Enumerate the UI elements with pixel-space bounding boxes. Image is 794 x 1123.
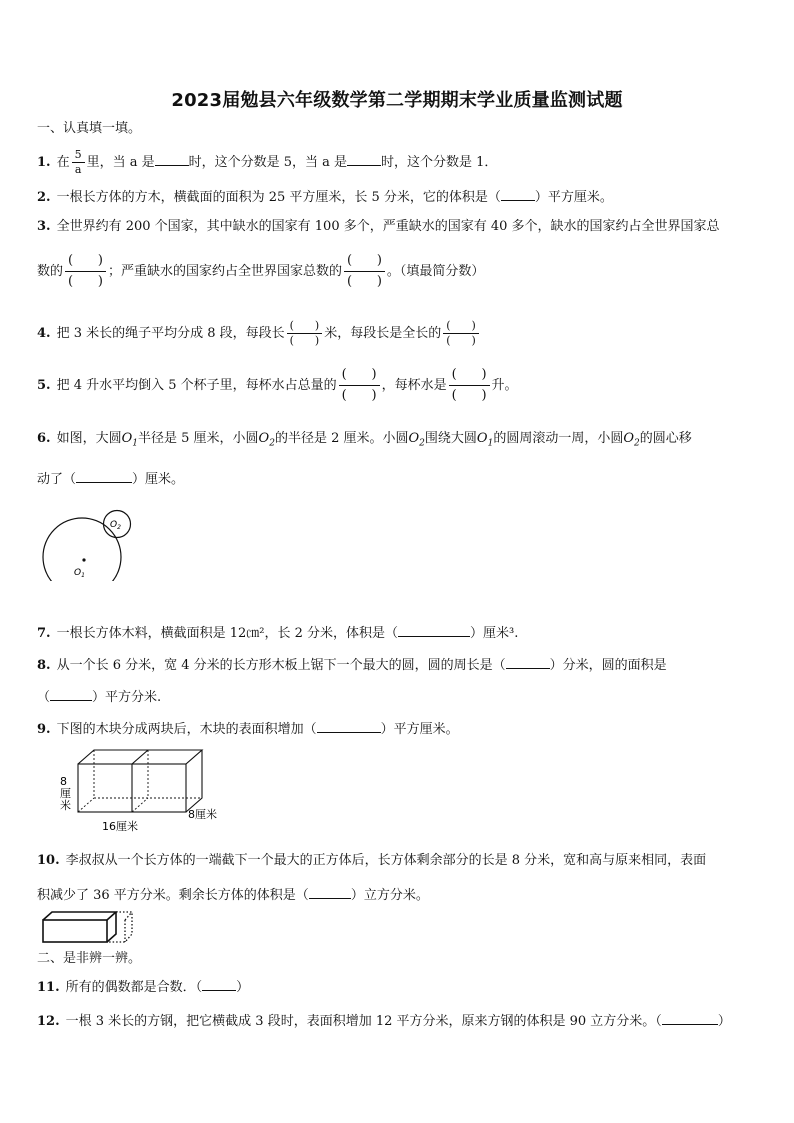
top-face (43, 912, 116, 920)
question-text: 把 3 米长的绳子平均分成 8 段，每段长 (56, 326, 285, 341)
denominator-blank: ( ) (289, 334, 320, 347)
numerator-blank: ( ) (289, 319, 320, 332)
numerator-blank: ( ) (341, 367, 377, 382)
question-text: ，每杯水是 (381, 378, 447, 393)
question-text: 半径是 5 厘米，小圆 (138, 431, 259, 446)
section-2-heading: 二、是非辨一辨。 (37, 951, 142, 966)
question-3-line-1 (37, 218, 757, 236)
question-10-line-2 (37, 884, 757, 905)
answer-fraction[interactable] (339, 365, 380, 406)
question-text: ）厘米³. (470, 626, 519, 641)
question-text: 动了（ (37, 472, 77, 487)
question-number: 9. (37, 722, 51, 737)
question-text: 时，这个分数是 1． (381, 155, 498, 170)
front-face (43, 920, 107, 942)
question-number: 6. (37, 431, 51, 446)
hidden-edge (78, 798, 94, 812)
small-circle-label: $O_2$ (110, 520, 121, 531)
height-label-1: 8 (60, 775, 67, 788)
question-text: 一根 3 米长的方钢，把它横截成 3 段时，表面积增加 12 平方分米，原来方钢的体积是 90 立方分米。（ (65, 1014, 662, 1029)
circles-figure (38, 505, 138, 581)
question-text: ）立方分米。 (350, 888, 429, 903)
question-5 (37, 364, 757, 408)
numerator: 5 (74, 148, 82, 161)
question-text: ）平方厘米。 (380, 722, 459, 737)
page-title: 2023届勉县六年级数学第二学期期末学业质量监测试题 (171, 90, 623, 111)
numerator-blank: ( ) (451, 367, 487, 382)
denominator-blank: ( ) (68, 274, 103, 289)
cut-cube-edge (125, 912, 132, 920)
question-1 (37, 148, 757, 177)
question-text: 围绕大圆 (424, 431, 477, 446)
question-3-line-2 (37, 250, 757, 294)
question-text: 李叔叔从一个长方体的一端截下一个最大的正方体后，长方体剩余部分的长是 8 分米，宽和高与原来相同，表面 (65, 853, 707, 868)
height-label-2: 厘 (60, 787, 71, 800)
hidden-edge (132, 798, 148, 812)
o2-label: $O_2$ (258, 431, 275, 449)
question-text: ）平方厘米。 (534, 190, 613, 205)
numerator-blank: ( ) (446, 319, 476, 332)
question-text: ）厘米。 (132, 472, 185, 487)
answer-fraction[interactable] (65, 251, 106, 292)
answer-fraction[interactable] (344, 251, 385, 292)
question-text: 的圆心移 (639, 431, 692, 446)
question-text: 从一个长 6 分米，宽 4 分米的长方形木板上锯下一个最大的圆，圆的周长是（ (56, 658, 506, 673)
question-number: 3. (37, 219, 51, 234)
question-10-line-1 (37, 852, 757, 870)
question-8-line-1 (37, 654, 757, 675)
answer-blank[interactable] (317, 718, 381, 733)
question-12 (37, 1010, 757, 1031)
question-text: 。（填最简分数） (386, 264, 485, 279)
answer-fraction[interactable] (287, 319, 323, 348)
question-text: 的半径是 2 厘米。小圆 (274, 431, 409, 446)
question-text: 全世界约有 200 个国家，其中缺水的国家有 100 多个，严重缺水的国家有 40 多个，缺水的国家约占全世界国家总 (56, 219, 720, 234)
question-number: 5. (37, 378, 51, 393)
answer-blank[interactable] (155, 151, 189, 166)
question-2 (37, 186, 757, 207)
big-circle-label: $O_1$ (74, 568, 85, 579)
question-text: 把 4 升水平均倒入 5 个杯子里，每杯水占总量的 (56, 378, 337, 393)
answer-blank[interactable] (347, 151, 381, 166)
o2-label: $O_2$ (623, 431, 640, 449)
question-text: 一根长方体的方木，横截面的面积为 25 平方厘米，长 5 分米，它的体积是（ (56, 190, 501, 205)
question-number: 1. (37, 155, 51, 170)
numerator-blank: ( ) (346, 253, 382, 268)
answer-blank[interactable] (398, 622, 470, 637)
answer-blank[interactable] (76, 468, 132, 483)
fraction-5-over-a (72, 148, 85, 177)
question-11 (37, 976, 757, 997)
question-text: 升。 (491, 378, 518, 393)
answer-blank[interactable] (662, 1010, 718, 1025)
question-text: 的圆周滚动一周，小圆 (493, 431, 624, 446)
denominator-blank: ( ) (346, 274, 382, 289)
question-text: ） (717, 1014, 731, 1029)
width-label: 8厘米 (188, 808, 217, 821)
big-circle-center (82, 558, 85, 561)
answer-blank[interactable] (50, 686, 92, 701)
question-number: 10. (37, 853, 60, 868)
question-text: 积减少了 36 平方分米。剩余长方体的体积是（ (37, 888, 309, 903)
question-9 (37, 718, 757, 739)
question-number: 7. (37, 626, 51, 641)
answer-blank[interactable] (501, 186, 535, 201)
answer-blank[interactable] (309, 884, 351, 899)
numerator-blank: ( ) (68, 253, 103, 268)
denominator-blank: ( ) (341, 388, 377, 403)
answer-fraction[interactable] (449, 365, 490, 406)
o1-label: $O_1$ (476, 431, 494, 449)
denominator-blank: ( ) (446, 334, 476, 347)
question-4 (37, 316, 757, 352)
question-text: 里，当 a 是 (86, 155, 155, 170)
denominator-blank: ( ) (451, 388, 487, 403)
long-cuboid-figure (42, 910, 142, 946)
denominator: a (74, 163, 82, 176)
question-number: 12. (37, 1014, 60, 1029)
answer-blank[interactable] (506, 654, 550, 669)
question-text: 米，每段长是全长的 (324, 326, 442, 341)
length-label: 16厘米 (102, 820, 138, 833)
question-6-line-2 (37, 468, 757, 489)
question-text: 在 (56, 155, 70, 170)
question-text: ）平方分米. (92, 690, 162, 705)
question-text: （ (37, 690, 51, 705)
question-text: 下图的木块分成两块后，木块的表面积增加（ (56, 722, 317, 737)
question-text: ） (236, 980, 250, 995)
answer-blank[interactable] (202, 976, 236, 991)
question-text: ；严重缺水的国家约占全世界国家总数的 (107, 264, 342, 279)
section-1-heading: 一、认真填一填。 (37, 121, 142, 136)
question-text: ）分米，圆的面积是 (549, 658, 667, 673)
height-label-3: 米 (60, 799, 71, 812)
question-8-line-2 (37, 686, 757, 707)
question-number: 11. (37, 980, 60, 995)
question-text: 一根长方体木料，横截面积是 12㎝²，长 2 分米，体积是（ (56, 626, 398, 641)
split-line-top (132, 750, 148, 764)
question-text: 如图，大圆 (56, 431, 122, 446)
cuboid-figure (56, 748, 226, 838)
answer-fraction[interactable] (443, 319, 479, 348)
question-number: 2. (37, 190, 51, 205)
question-number: 4. (37, 326, 51, 341)
question-number: 8. (37, 658, 51, 673)
question-7 (37, 622, 757, 643)
o1-label: $O_1$ (121, 431, 138, 449)
question-6-line-1 (37, 430, 757, 453)
question-text: 数的 (37, 264, 64, 279)
right-face (186, 750, 202, 812)
question-text: 时，这个分数是 5，当 a 是 (188, 155, 348, 170)
o2-label: $O_2$ (408, 431, 425, 449)
question-text: 所有的偶数都是合数．（ (65, 980, 203, 995)
